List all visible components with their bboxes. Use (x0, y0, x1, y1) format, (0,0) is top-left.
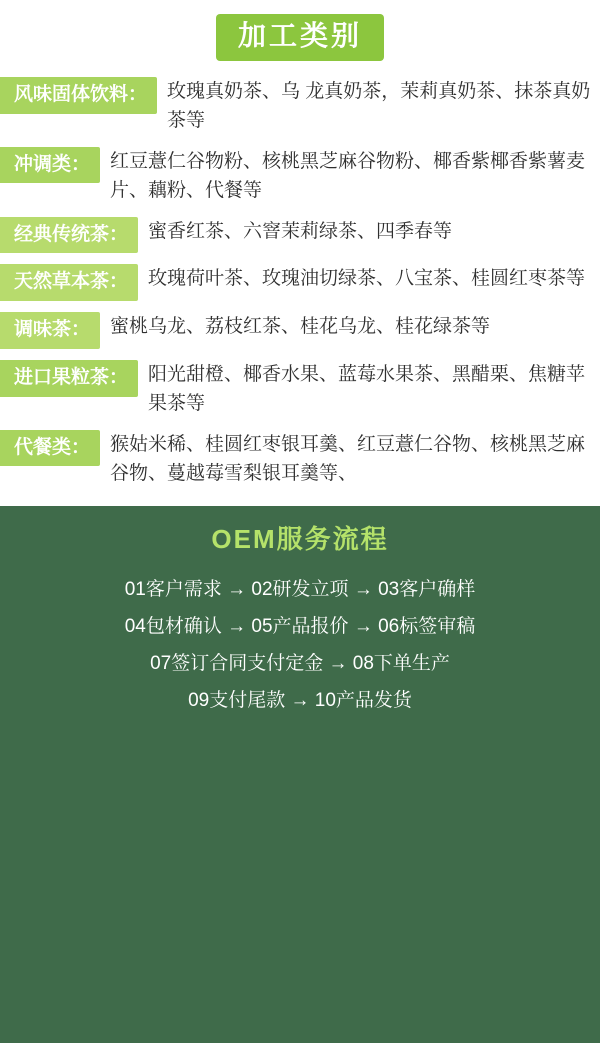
list-item (0, 217, 600, 254)
page-title: 加工类别 (216, 14, 384, 61)
category-desc: 玫瑰真奶茶、乌 龙真奶茶，茉莉真奶茶、抹茶真奶茶等 (167, 80, 591, 132)
oem-flow-line: 04包材确认 → 05产品报价 → 06标签审稿 (124, 615, 476, 637)
category-list (0, 77, 600, 500)
category-desc: 蜜香红茶、六窨茉莉绿茶、四季春等 (148, 220, 453, 242)
list-item (0, 312, 600, 349)
category-desc: 红豆薏仁谷物粉、核桃黑芝麻谷物粉、椰香紫椰香紫薯麦片、藕粉、代餐等 (110, 150, 586, 202)
category-desc: 阳光甜橙、椰香水果、蓝莓水果茶、黑醋栗、焦糖苹果茶等 (148, 363, 586, 415)
category-tag: 冲调类： (0, 147, 100, 184)
category-desc: 蜜桃乌龙、荔枝红茶、桂花乌龙、桂花绿茶等 (110, 316, 491, 338)
list-item (0, 77, 600, 136)
list-item (0, 430, 600, 489)
category-tag: 天然草本茶： (0, 264, 138, 301)
oem-flow-list (0, 571, 600, 719)
category-desc: 玫瑰荷叶茶、玫瑰油切绿茶、八宝茶、桂圆红枣茶等 (148, 268, 586, 290)
list-item (0, 360, 600, 419)
oem-flow-line: 01客户需求 → 02研发立项 → 03客户确样 (124, 578, 476, 600)
category-tag: 代餐类： (0, 430, 100, 467)
oem-section (0, 506, 600, 1043)
list-item (0, 264, 600, 301)
categories-section (0, 0, 600, 506)
title-container (0, 14, 600, 61)
category-tag: 进口果粒茶： (0, 360, 138, 397)
category-tag: 经典传统茶： (0, 217, 138, 254)
oem-flow-line: 09支付尾款 → 10产品发货 (188, 689, 412, 711)
list-item (0, 147, 600, 206)
category-tag: 调味茶： (0, 312, 100, 349)
oem-flow-line: 07签订合同支付定金 → 08下单生产 (150, 652, 450, 674)
category-tag: 风味固体饮料： (0, 77, 157, 114)
oem-title: OEM服务流程 (211, 523, 389, 554)
category-desc: 猴姑米稀、桂圆红枣银耳羹、红豆薏仁谷物、核桃黑芝麻谷物、蔓越莓雪梨银耳羹等、 (110, 433, 586, 485)
